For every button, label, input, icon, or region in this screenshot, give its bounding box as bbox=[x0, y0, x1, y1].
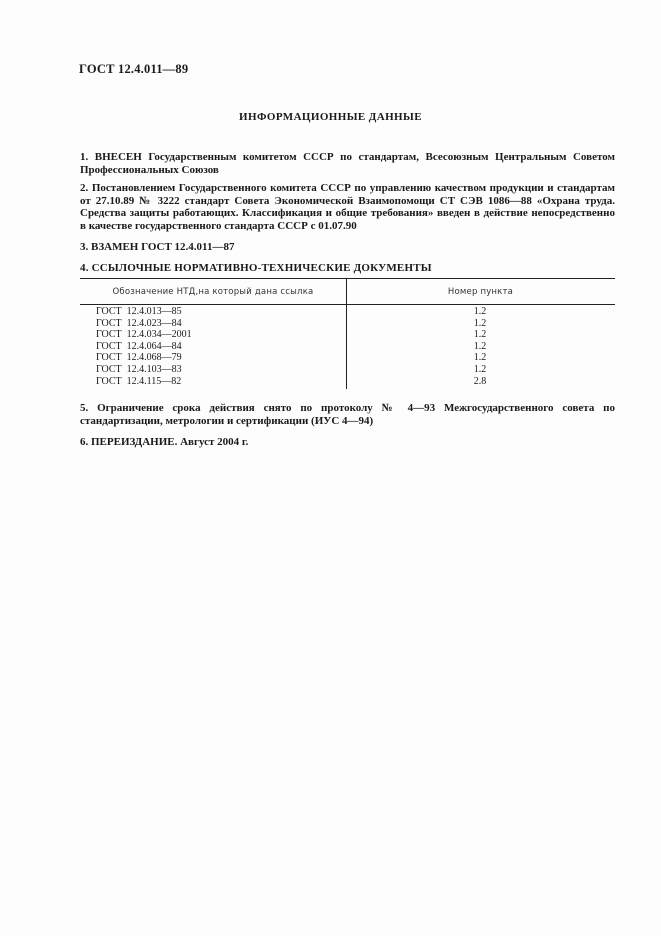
item-text: ВЗАМЕН ГОСТ 12.4.011—87 bbox=[91, 241, 235, 253]
table-top-rule bbox=[80, 278, 615, 279]
cell-clause: 2.8 bbox=[473, 375, 487, 387]
item-text: Постановлением Государственного комитета СССР по управлению качеством продукции и стандартам от 27.10.89 № 3222 стандарт Совета Экономической Взаимопомощи СТ СЭВ 1086—88 «Охрана труда. Средства защиты работающих. Классификация и общие требования» введен в действие непосредственно в качестве государственного стандарта СССР с 01.07.90 bbox=[80, 182, 616, 232]
item-number: 2. bbox=[80, 182, 89, 194]
table-row bbox=[80, 318, 615, 330]
cell-document: ГОСТ 12.4.103—83 bbox=[96, 363, 182, 375]
cell-document: ГОСТ 12.4.115—82 bbox=[96, 375, 182, 387]
item-text: ВНЕСЕН Государственным комитетом СССР по стандартам, Всесоюзным Центральным Советом Профессиональных Союзов bbox=[80, 151, 615, 176]
cell-clause: 1.2 bbox=[473, 352, 487, 364]
cell-clause: 1.2 bbox=[473, 306, 487, 317]
cell-document: ГОСТ 12.4.064—84 bbox=[96, 340, 182, 352]
table-header-rule bbox=[80, 304, 615, 305]
table-body bbox=[80, 306, 615, 387]
info-item-3 bbox=[80, 241, 615, 254]
cell-clause: 1.2 bbox=[473, 363, 487, 375]
info-item-6 bbox=[80, 436, 615, 449]
table-row bbox=[80, 306, 615, 318]
item-number: 4. bbox=[80, 262, 89, 274]
cell-document: ГОСТ 12.4.068—79 bbox=[96, 352, 182, 364]
item-text: ПЕРЕИЗДАНИЕ. Август 2004 г. bbox=[91, 436, 249, 448]
info-item-2 bbox=[80, 182, 615, 232]
table-row bbox=[80, 364, 615, 376]
table-row bbox=[80, 376, 615, 388]
info-item-5 bbox=[80, 402, 615, 427]
item-number: 1. bbox=[80, 151, 89, 163]
item-number: 5. bbox=[80, 402, 89, 414]
cell-clause: 1.2 bbox=[473, 329, 487, 341]
item-text: ССЫЛОЧНЫЕ НОРМАТИВНО-ТЕХНИЧЕСКИЕ ДОКУМЕНТЫ bbox=[91, 262, 432, 274]
item-number: 6. bbox=[80, 436, 89, 448]
section-title: ИНФОРМАЦИОННЫЕ ДАННЫЕ bbox=[239, 111, 422, 123]
table-row bbox=[80, 352, 615, 364]
item-text: Ограничение срока действия снято по протоколу № 4—93 Межгосударственного совета по стандартизации, метрологии и сертификации (ИУС 4—94) bbox=[80, 402, 615, 427]
table-row bbox=[80, 329, 615, 341]
table-header-clause: Номер пункта bbox=[447, 287, 514, 297]
cell-document: ГОСТ 12.4.013—85 bbox=[96, 306, 182, 317]
info-item-1 bbox=[80, 151, 615, 176]
cell-clause: 1.2 bbox=[473, 340, 487, 352]
info-item-4 bbox=[80, 262, 615, 275]
cell-document: ГОСТ 12.4.034—2001 bbox=[96, 329, 192, 341]
document-designation: ГОСТ 12.4.011—89 bbox=[79, 62, 189, 76]
item-number: 3. bbox=[80, 241, 89, 253]
cell-document: ГОСТ 12.4.023—84 bbox=[96, 317, 182, 329]
cell-clause: 1.2 bbox=[473, 317, 487, 329]
table-header-document: Обозначение НТД,на который дана ссылка bbox=[112, 287, 314, 297]
table-row bbox=[80, 341, 615, 353]
